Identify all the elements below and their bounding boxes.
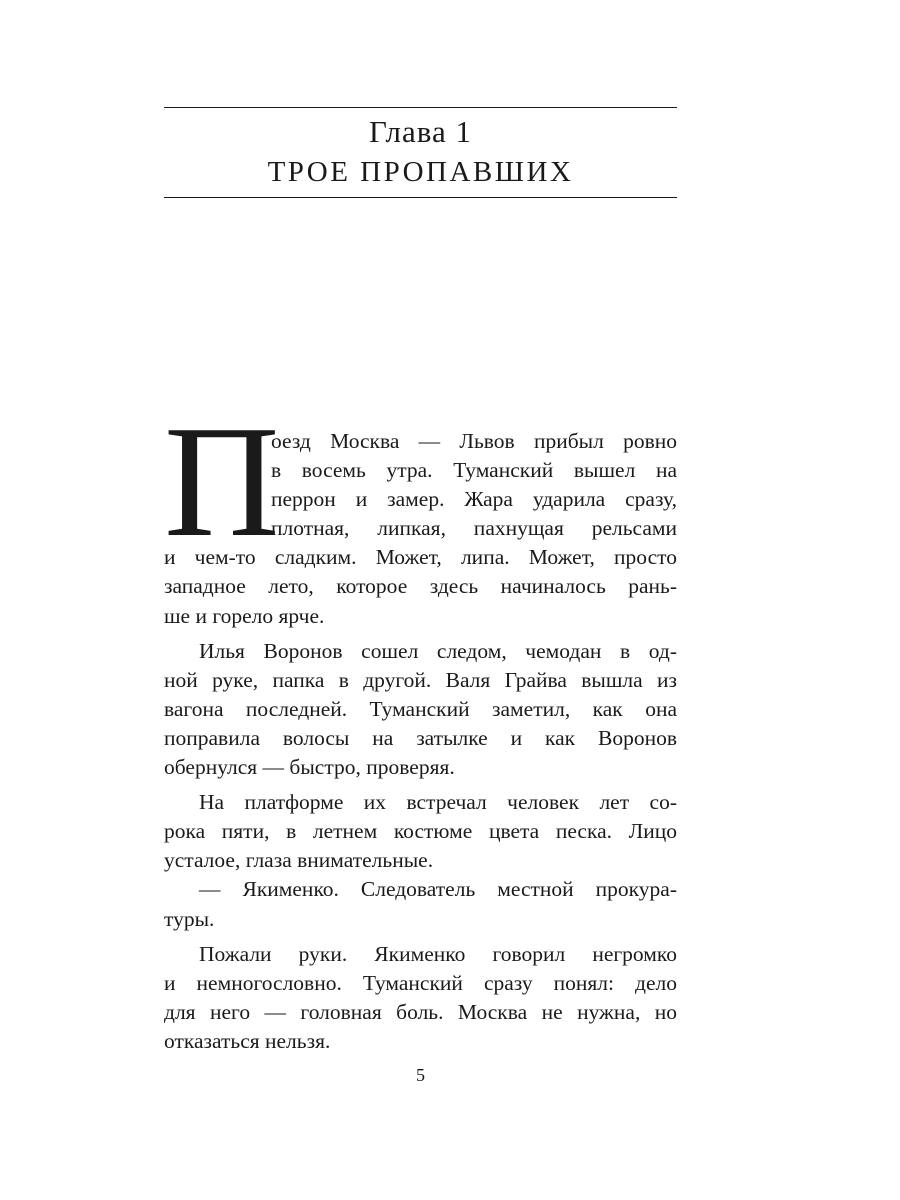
text-line: — Якименко. Следователь местной прокура- [199,877,677,902]
text-line: отказаться нельзя. [164,1028,331,1053]
text-line: оезд Москва — Львов прибыл ровно [271,429,677,453]
text-line: вагона последней. Туманский заметил, как она [164,696,677,721]
text-line: На платформе их встречал человек лет со- [199,790,677,815]
text-line: для него — головная боль. Москва не нужна, но [164,999,677,1024]
text-line: западное лето, которое здесь начиналось рань- [164,574,677,599]
text-line: поправила волосы на затылке и как Воронов [164,725,677,750]
text-line: обернулся — быстро, проверяя. [164,755,455,780]
body-text [164,427,677,1056]
drop-cap: П [164,392,280,570]
text-line: Илья Воронов сошел следом, чемодан в од- [199,638,677,663]
chapter-title: ТРОЕ ПРОПАВШИХ [267,156,574,188]
text-line: и немногословно. Туманский сразу понял: дело [164,970,677,995]
header-top-rule [164,107,677,108]
text-line: ше и горело ярче. [164,603,325,628]
page-number: 5 [416,1065,425,1085]
text-line: усталое, глаза внимательные. [164,848,434,873]
header-bottom-rule [164,197,677,198]
chapter-number: Глава 1 [368,114,473,149]
text-line: в восемь утра. Туманский вышел на [271,458,677,483]
text-line: и чем-то сладким. Может, липа. Может, просто [164,545,677,570]
text-line: Пожали руки. Якименко говорил негромко [199,941,677,966]
text-line: туры. [164,906,215,931]
text-line: перрон и замер. Жара ударила сразу, [271,487,677,512]
text-line: рока пяти, в летнем костюме цвета песка. Лицо [164,819,677,844]
text-line: ной руке, папка в другой. Валя Грайва вышла из [164,667,677,692]
text-line: плотная, липкая, пахнущая рельсами [271,516,677,541]
